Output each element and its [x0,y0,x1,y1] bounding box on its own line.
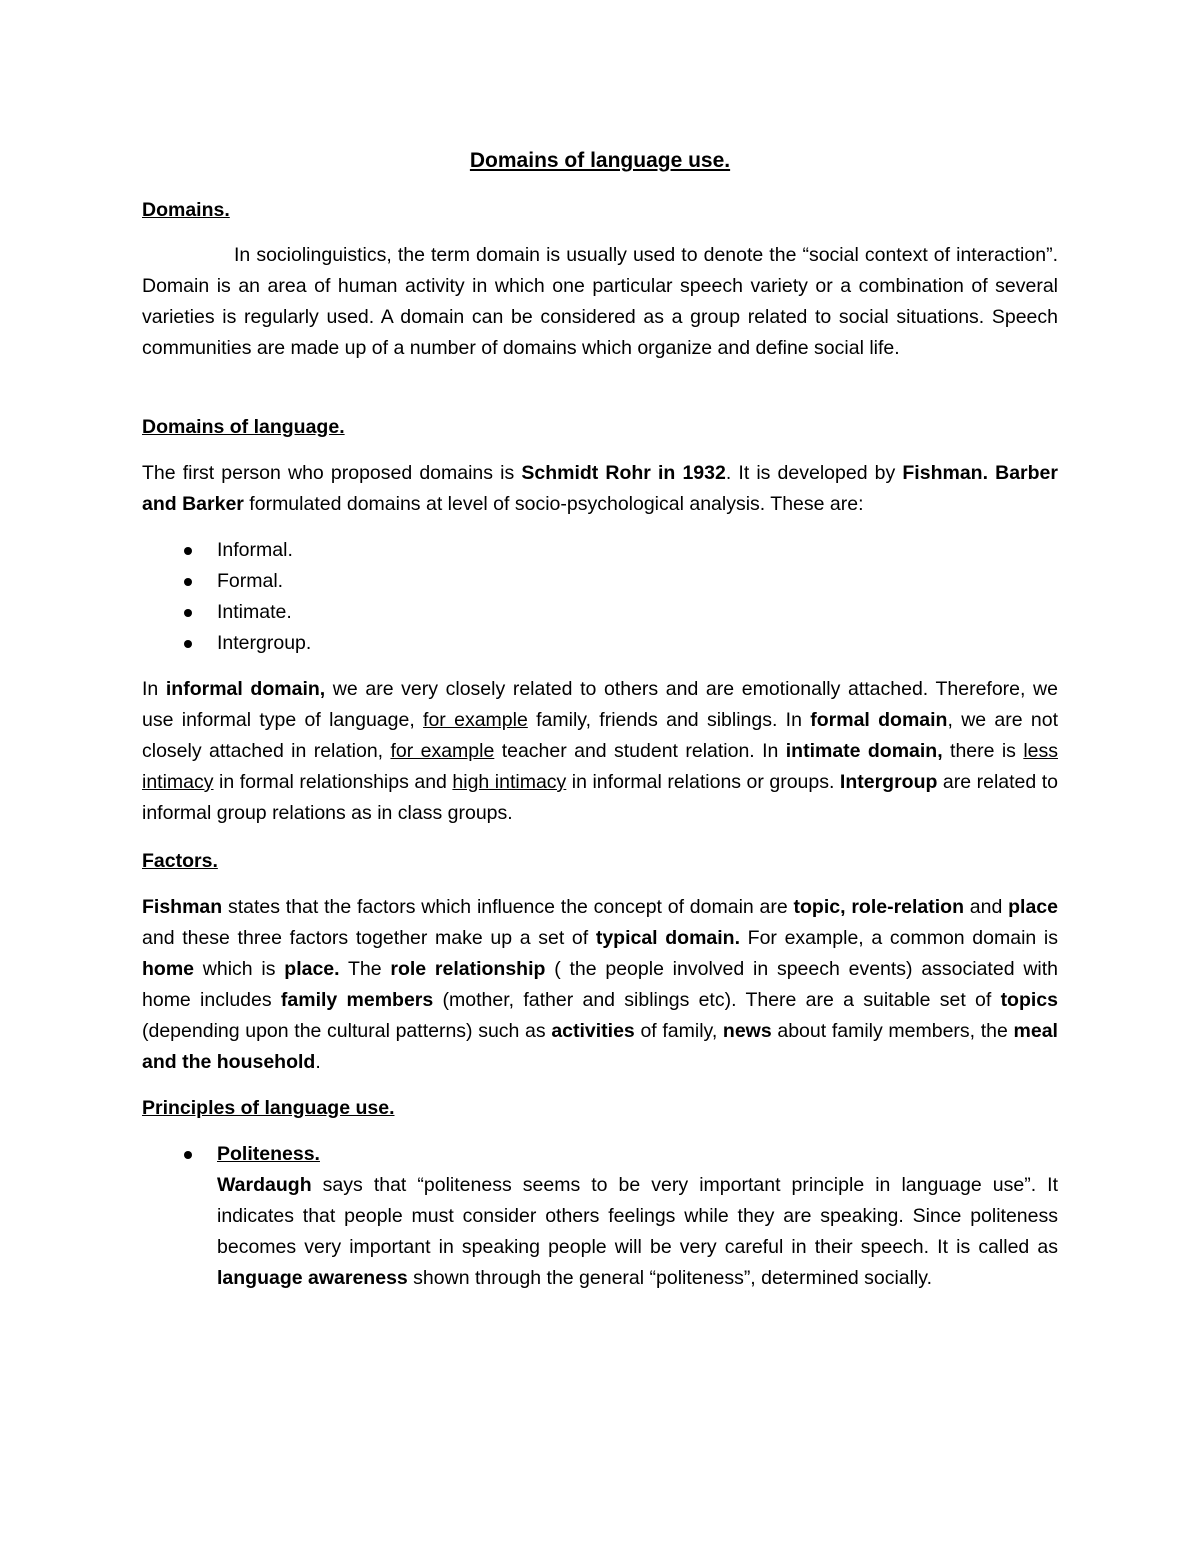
bullet-icon [184,640,192,648]
heading-domains: Domains. [142,199,230,221]
paragraph-first-person: The first person who proposed domains is Schmidt Rohr in 1932. It is developed by Fishman. Barber and Barker formulated domains at level of socio-psychological analysis. These are: [142,462,1058,515]
bullet-icon [184,578,192,586]
heading-domains-of-language: Domains of language. [142,416,345,438]
list-item: Formal. [142,566,311,597]
list-item: Informal. [142,535,311,566]
bullet-icon [184,547,192,555]
paragraph-factors: Fishman states that the factors which influence the concept of domain are topic, role-relation and place and these three factors together make up a set of typical domain. For example, a common domain is home which is place. The role relationship ( the people involved in speech events) associated with home includes family members (mother, father and siblings etc). There are a suitable set of topics (depending upon the cultural patterns) such as activities of family, news about family members, the meal and the household. [142,896,1058,1073]
paragraph-domains: In sociolinguistics, the term domain is usually used to denote the “social context of interaction”. Domain is an area of human activity in which one particular speech variety or a combination of several varieties is regularly used. A domain can be considered as a group related to social situations. Speech communities are made up of a number of domains which organize and define social life. [142,244,1058,359]
bullet-icon [184,609,192,617]
list-item: Intimate. [142,597,311,628]
heading-principles: Principles of language use. [142,1097,395,1119]
list-item: Intergroup. [142,628,311,659]
bullet-icon [184,1151,192,1159]
list-item-politeness: Politeness. Wardaugh says that “politeness seems to be very important principle in language use”. It indicates that people must consider others feelings while they are speaking. Since politeness becomes very important in speaking people will be very careful in their speech. It is called as language awareness shown through the general “politeness”, determined socially. [142,1139,1058,1294]
heading-factors: Factors. [142,850,218,872]
paragraph-domain-types: In informal domain, we are very closely related to others and are emotionally attached. Therefore, we use informal type of language, for example family, friends and siblings. In formal domain, we are not closely attached in relation, for example teacher and student relation. In intimate domain, there is less intimacy in formal relationships and high intimacy in informal relations or groups. Intergroup are related to informal group relations as in class groups. [142,678,1058,824]
domain-types-list [142,535,311,659]
document-title: Domains of language use. [469,149,731,172]
principles-list [142,1139,1058,1294]
